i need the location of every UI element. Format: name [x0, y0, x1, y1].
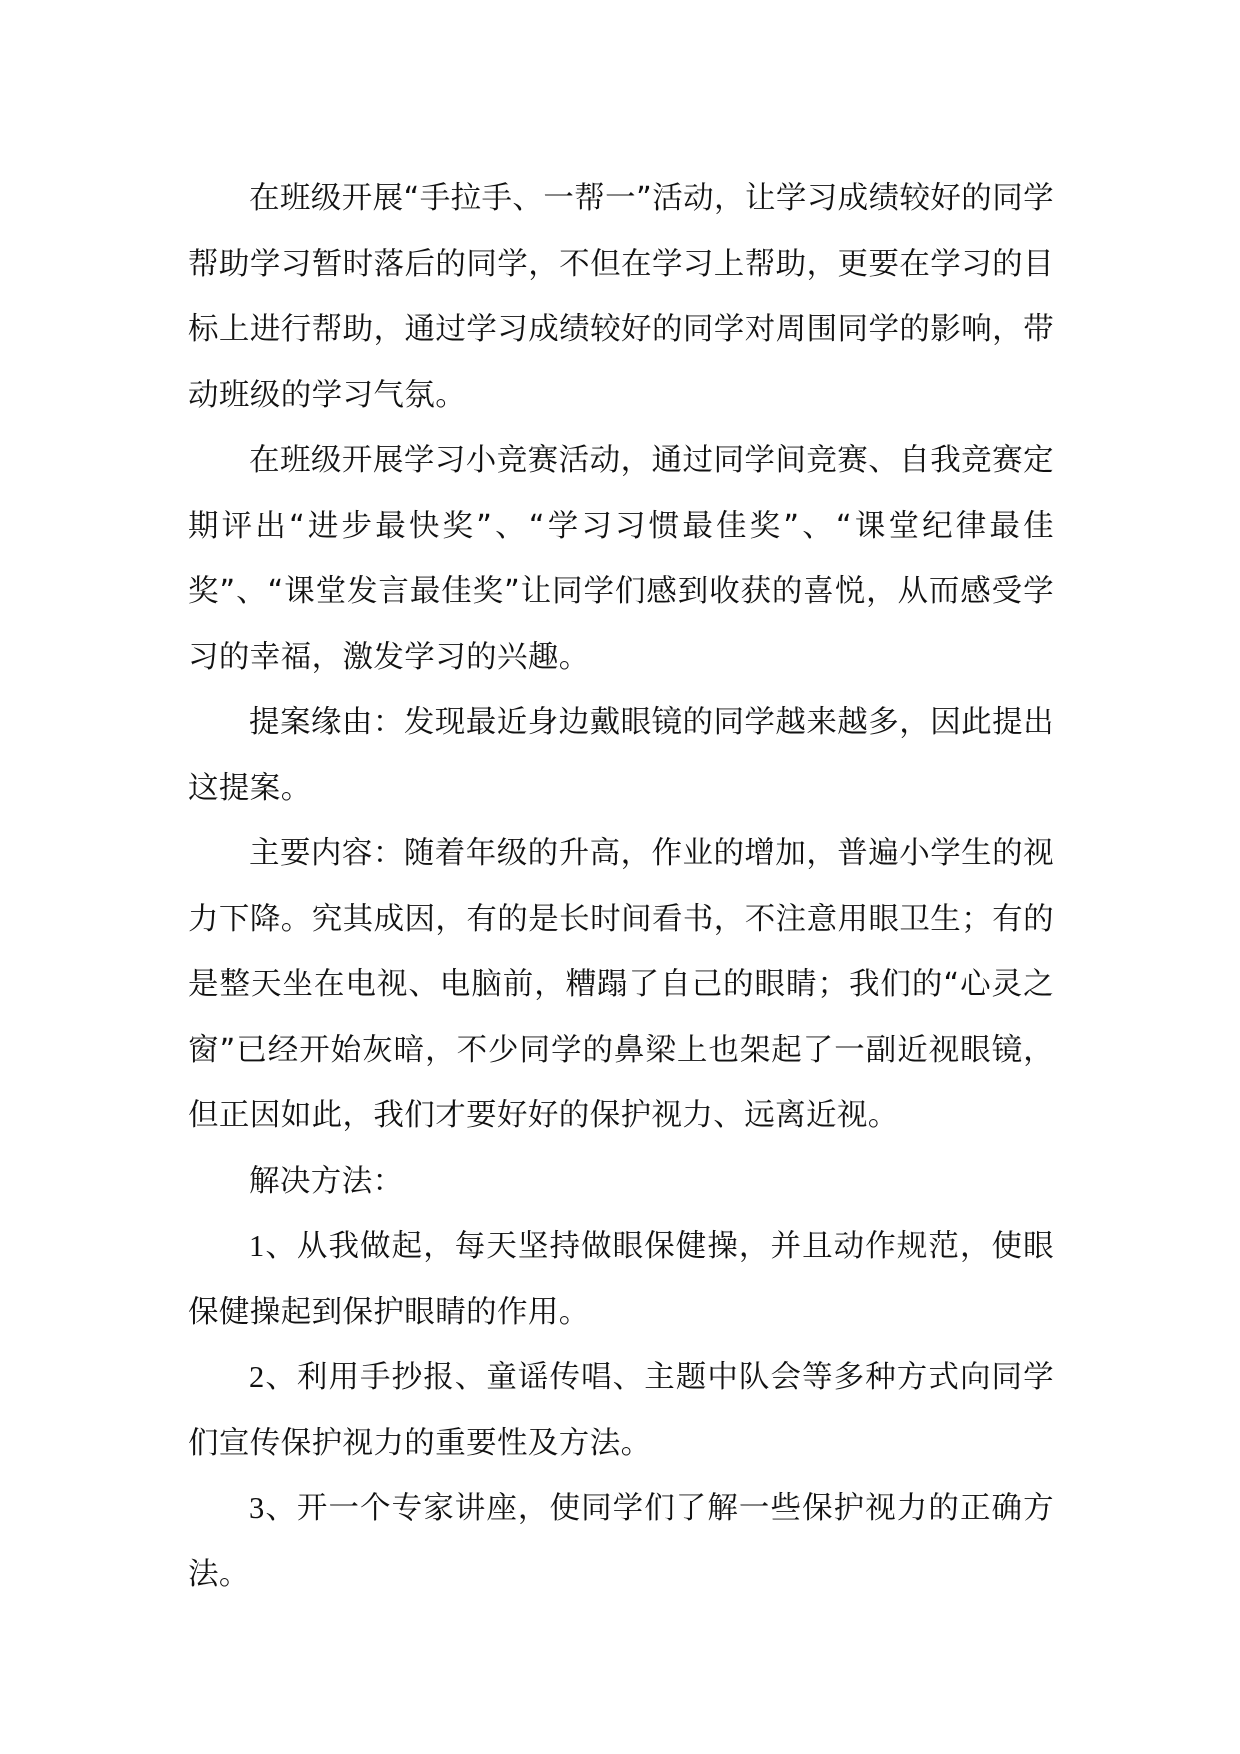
solution-text: 、开一个专家讲座，使同学们了解一些保护视力的正确方法。 — [188, 1491, 1054, 1592]
solution-item-2 — [188, 1345, 1054, 1476]
document-body — [188, 166, 1054, 1607]
paragraph-hand-in-hand-activity: 在班级开展“手拉手、一帮一”活动，让学习成绩较好的同学帮助学习暂时落后的同学，不但在学习上帮助，更要在学习的目标上进行帮助，通过学习成绩较好的同学对周围同学的影响，带动班级的学习气氛。 — [188, 181, 1054, 413]
paragraph-proposal-reason: 提案缘由：发现最近身边戴眼镜的同学越来越多，因此提出这提案。 — [188, 705, 1054, 806]
solution-item-3 — [188, 1476, 1054, 1607]
solution-number: 1 — [249, 1229, 265, 1263]
solution-text: 、从我做起，每天坚持做眼保健操，并且动作规范，使眼保健操起到保护眼睛的作用。 — [188, 1229, 1054, 1330]
solution-text: 、利用手抄报、童谣传唱、主题中队会等多种方式向同学们宣传保护视力的重要性及方法。 — [188, 1360, 1054, 1461]
paragraph-solutions-heading: 解决方法： — [249, 1163, 404, 1199]
solution-item-1 — [188, 1214, 1054, 1345]
paragraph-study-competition: 在班级开展学习小竞赛活动，通过同学间竞赛、自我竞赛定期评出“进步最快奖”、“学习习惯最佳奖”、“课堂纪律最佳奖”、“课堂发言最佳奖”让同学们感到收获的喜悦，从而感受学习的幸福，激发学习的兴趣。 — [188, 443, 1054, 675]
paragraph-main-content: 主要内容：随着年级的升高，作业的增加，普遍小学生的视力下降。究其成因，有的是长时间看书，不注意用眼卫生；有的是整天坐在电视、电脑前，糟蹋了自己的眼睛；我们的“心灵之窗”已经开始灰暗，不少同学的鼻梁上也架起了一副近视眼镜，但正因如此，我们才要好好的保护视力、远离近视。 — [188, 836, 1054, 1133]
solution-number: 3 — [249, 1491, 265, 1525]
solution-number: 2 — [249, 1360, 265, 1394]
